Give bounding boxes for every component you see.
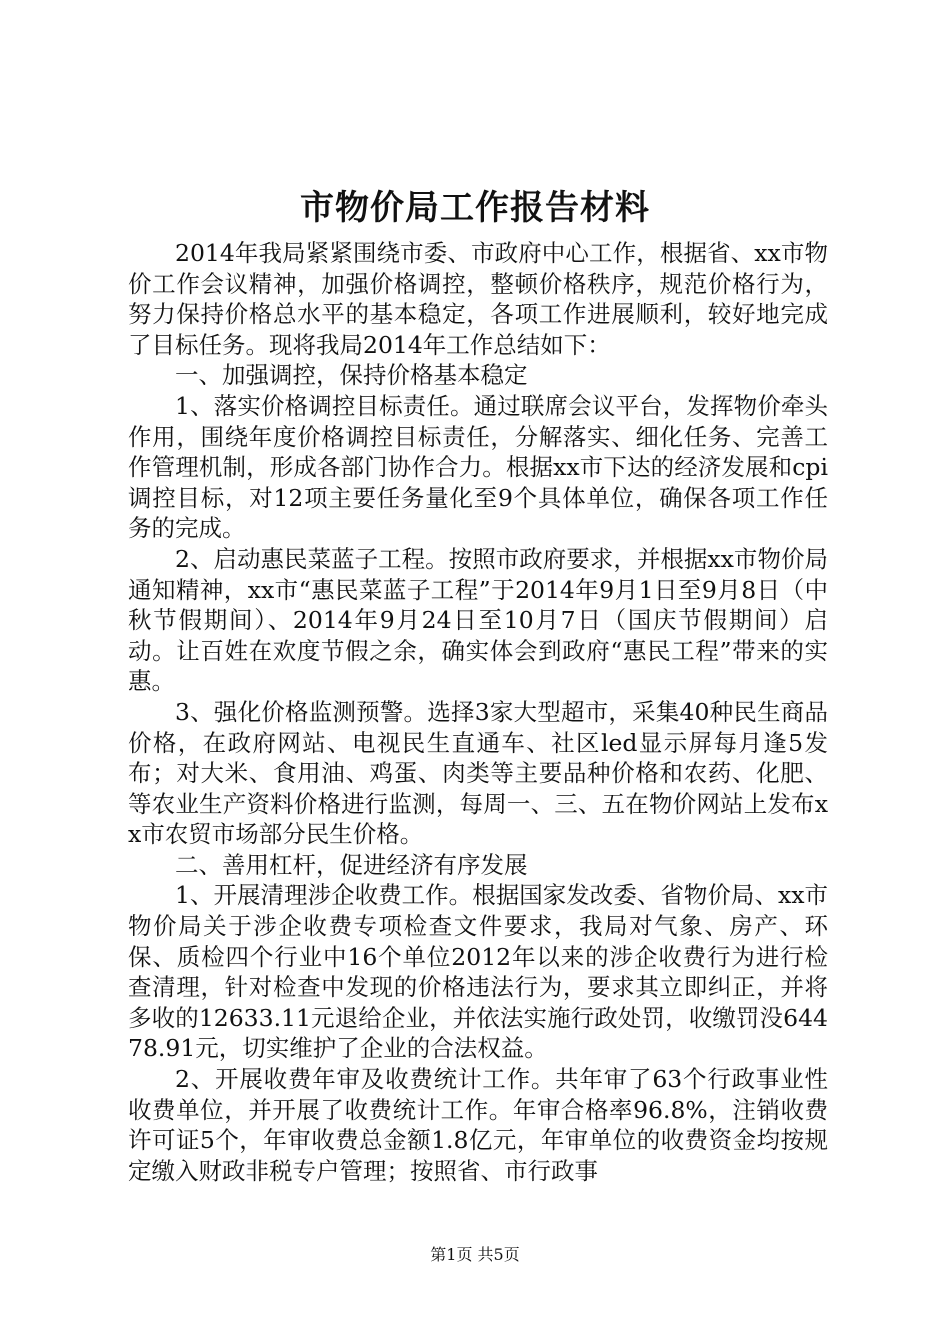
paragraph-1-2: 2、启动惠民菜蓝子工程。按照市政府要求，并根据xx市物价局通知精神，xx市“惠民菜蓝子工程”于2014年9月1日至9月8日（中秋节假期间）、2014年9月24日至10月7日（国庆节假期间）启动。让百姓在欢度节假之余，确实体会到政府“惠民工程”带来的实惠。 — [128, 544, 828, 696]
paragraph-intro: 2014年我局紧紧围绕市委、市政府中心工作，根据省、xx市物价工作会议精神，加强价格调控，整顿价格秩序，规范价格行为，努力保持价格总水平的基本稳定，各项工作进展顺利，较好地完成了目标任务。现将我局2014年工作总结如下： — [128, 239, 828, 359]
section-heading-1: 一、加强调控，保持价格基本稳定 — [175, 361, 528, 390]
document-body — [128, 238, 828, 1186]
paragraph-2-1: 1、开展清理涉企收费工作。根据国家发改委、省物价局、xx市物价局关于涉企收费专项检查文件要求，我局对气象、房产、环保、质检四个行业中16个单位2012年以来的涉企收费行为进行检查清理，针对检查中发现的价格违法行为，要求其立即纠正，并将多收的12633.11元退给企业，并依法实施行政处罚，收缴罚没64478.91元，切实维护了企业的合法权益。 — [128, 881, 828, 1063]
page-footer: 第1页 共5页 — [430, 1245, 520, 1264]
paragraph-1-1: 1、落实价格调控目标责任。通过联席会议平台，发挥物价牵头作用，围绕年度价格调控目标责任，分解落实、细化任务、完善工作管理机制，形成各部门协作合力。根据xx市下达的经济发展和cpi调控目标，对12项主要任务量化至9个具体单位，确保各项工作任务的完成。 — [128, 391, 828, 543]
document-title: 市物价局工作报告材料 — [300, 188, 650, 228]
section-heading-2: 二、善用杠杆，促进经济有序发展 — [175, 850, 528, 879]
paragraph-2-2: 2、开展收费年审及收费统计工作。共年审了63个行政事业性收费单位，并开展了收费统计工作。年审合格率96.8%，注销收费许可证5个，年审收费总金额1.8亿元，年审单位的收费资金均按规定缴入财政非税专户管理；按照省、市行政事 — [128, 1065, 828, 1185]
paragraph-1-3: 3、强化价格监测预警。选择3家大型超市，采集40种民生商品价格，在政府网站、电视民生直通车、社区led显示屏每月逢5发布；对大米、食用油、鸡蛋、肉类等主要品种价格和农药、化肥、等农业生产资料价格进行监测，每周一、三、五在物价网站上发布xx市农贸市场部分民生价格。 — [128, 697, 828, 849]
